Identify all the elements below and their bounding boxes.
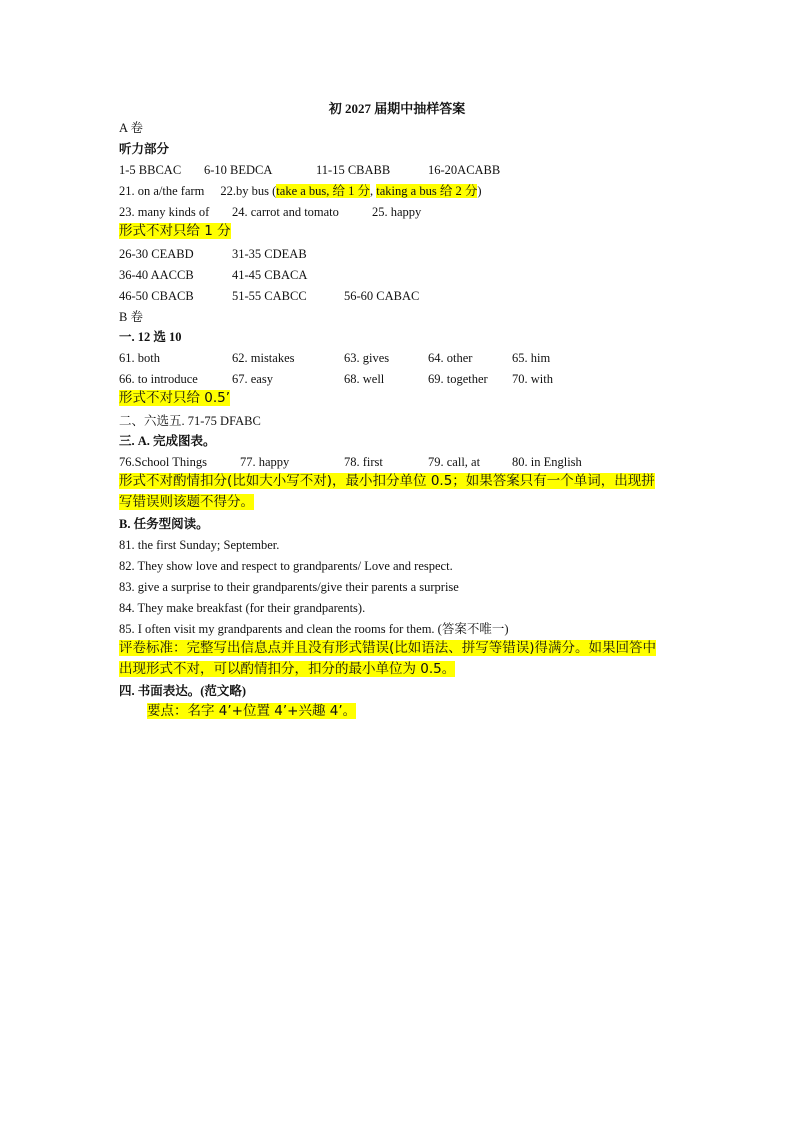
answer-cell: 69. together: [428, 372, 488, 386]
part-3a-heading: 三. A. 完成图表。: [119, 434, 216, 448]
listening-heading: 听力部分: [119, 142, 170, 156]
answer-22-close: ): [477, 184, 482, 198]
answer-cell: 70. with: [512, 372, 553, 386]
answer-cell: 23. many kinds of: [119, 205, 210, 219]
answer-cell: 67. easy: [232, 372, 273, 386]
answer-85: 85. I often visit my grandparents and clean the rooms for them. (答案不唯一): [119, 622, 509, 636]
scoring-note-2: [119, 389, 230, 408]
scoring-note-4-line-2: [119, 660, 455, 679]
part-2-line: 二、六选五. 71-75 DFABC: [119, 414, 261, 428]
part-4-heading: 四. 书面表达。(范文略): [119, 684, 247, 698]
answer-cell: 64. other: [428, 351, 473, 365]
scoring-note-4-text-2: 出现形式不对，可以酌情扣分，扣分的最小单位为 0.5。: [119, 661, 456, 677]
answer-82: 82. They show love and respect to grandparents/ Love and respect.: [119, 559, 453, 573]
answer-cell: 68. well: [344, 372, 385, 386]
answer-84: 84. They make breakfast (for their grandparents).: [119, 601, 366, 615]
answer-cell: 61. both: [119, 351, 160, 365]
answer-cell: 66. to introduce: [119, 372, 198, 386]
answer-21: 21. on a/the farm: [119, 184, 205, 198]
answer-cell: 78. first: [344, 455, 383, 469]
answer-22-note-2: taking a bus 给 2 分: [376, 184, 478, 198]
answer-cell: 77. happy: [240, 455, 290, 469]
answer-22-note-1: take a bus, 给 1 分: [276, 184, 371, 198]
answer-22: 22.by bus (: [220, 184, 277, 198]
answer-cell: 31-35 CDEAB: [232, 247, 307, 261]
answer-cell: 11-15 CBABB: [316, 163, 391, 177]
section-b-label: B 卷: [119, 310, 143, 324]
scoring-note-3-line-1: [119, 472, 655, 491]
answer-cell: 51-55 CABCC: [232, 289, 307, 303]
scoring-note-4-line-1: [119, 639, 656, 658]
scoring-note-3-line-2: [119, 493, 254, 512]
answer-row-2: [119, 183, 482, 199]
part-1-heading: 一. 12 选 10: [119, 330, 182, 344]
page-title: 初 2027 届期中抽样答案: [328, 101, 466, 116]
scoring-note-1: [119, 222, 231, 241]
scoring-note-3-text-1: 形式不对酌情扣分(比如大小写不对)，最小扣分单位 0.5；如果答案只有一个单词，出现拼: [119, 473, 655, 489]
scoring-note-5-text: 要点：名字 4’+位置 4’+兴趣 4’。: [147, 703, 357, 719]
answer-cell: 56-60 CABAC: [344, 289, 420, 303]
answer-cell: 46-50 CBACB: [119, 289, 194, 303]
answer-cell: 80. in English: [512, 455, 582, 469]
answer-cell: 62. mistakes: [232, 351, 295, 365]
answer-83: 83. give a surprise to their grandparents/give their parents a surprise: [119, 580, 459, 594]
answer-cell: 41-45 CBACA: [232, 268, 308, 282]
answer-cell: 65. him: [512, 351, 551, 365]
answer-cell: 26-30 CEABD: [119, 247, 194, 261]
answer-cell: 24. carrot and tomato: [232, 205, 339, 219]
scoring-note-5: [147, 702, 356, 721]
answer-cell: 25. happy: [372, 205, 422, 219]
scoring-note-4-text-1: 评卷标准：完整写出信息点并且没有形式错误(比如语法、拼写等错误)得满分。如果回答中: [119, 640, 657, 656]
answer-22-separator: ,: [370, 184, 374, 198]
answer-cell: 79. call, at: [428, 455, 481, 469]
answer-81: 81. the first Sunday; September.: [119, 538, 280, 552]
answer-cell: 36-40 AACCB: [119, 268, 194, 282]
scoring-note-1-text: 形式不对只给 1 分: [119, 223, 231, 239]
answer-cell: 76.School Things: [119, 455, 207, 469]
answer-cell: 1-5 BBCAC: [119, 163, 182, 177]
scoring-note-2-text: 形式不对只给 0.5’: [119, 390, 231, 406]
answer-cell: 63. gives: [344, 351, 390, 365]
scoring-note-3-text-2: 写错误则该题不得分。: [119, 494, 254, 510]
section-a-label: A 卷: [119, 121, 143, 135]
answer-cell: 16-20ACABB: [428, 163, 501, 177]
answer-cell: 6-10 BEDCA: [204, 163, 273, 177]
part-3b-heading: B. 任务型阅读。: [119, 517, 209, 531]
